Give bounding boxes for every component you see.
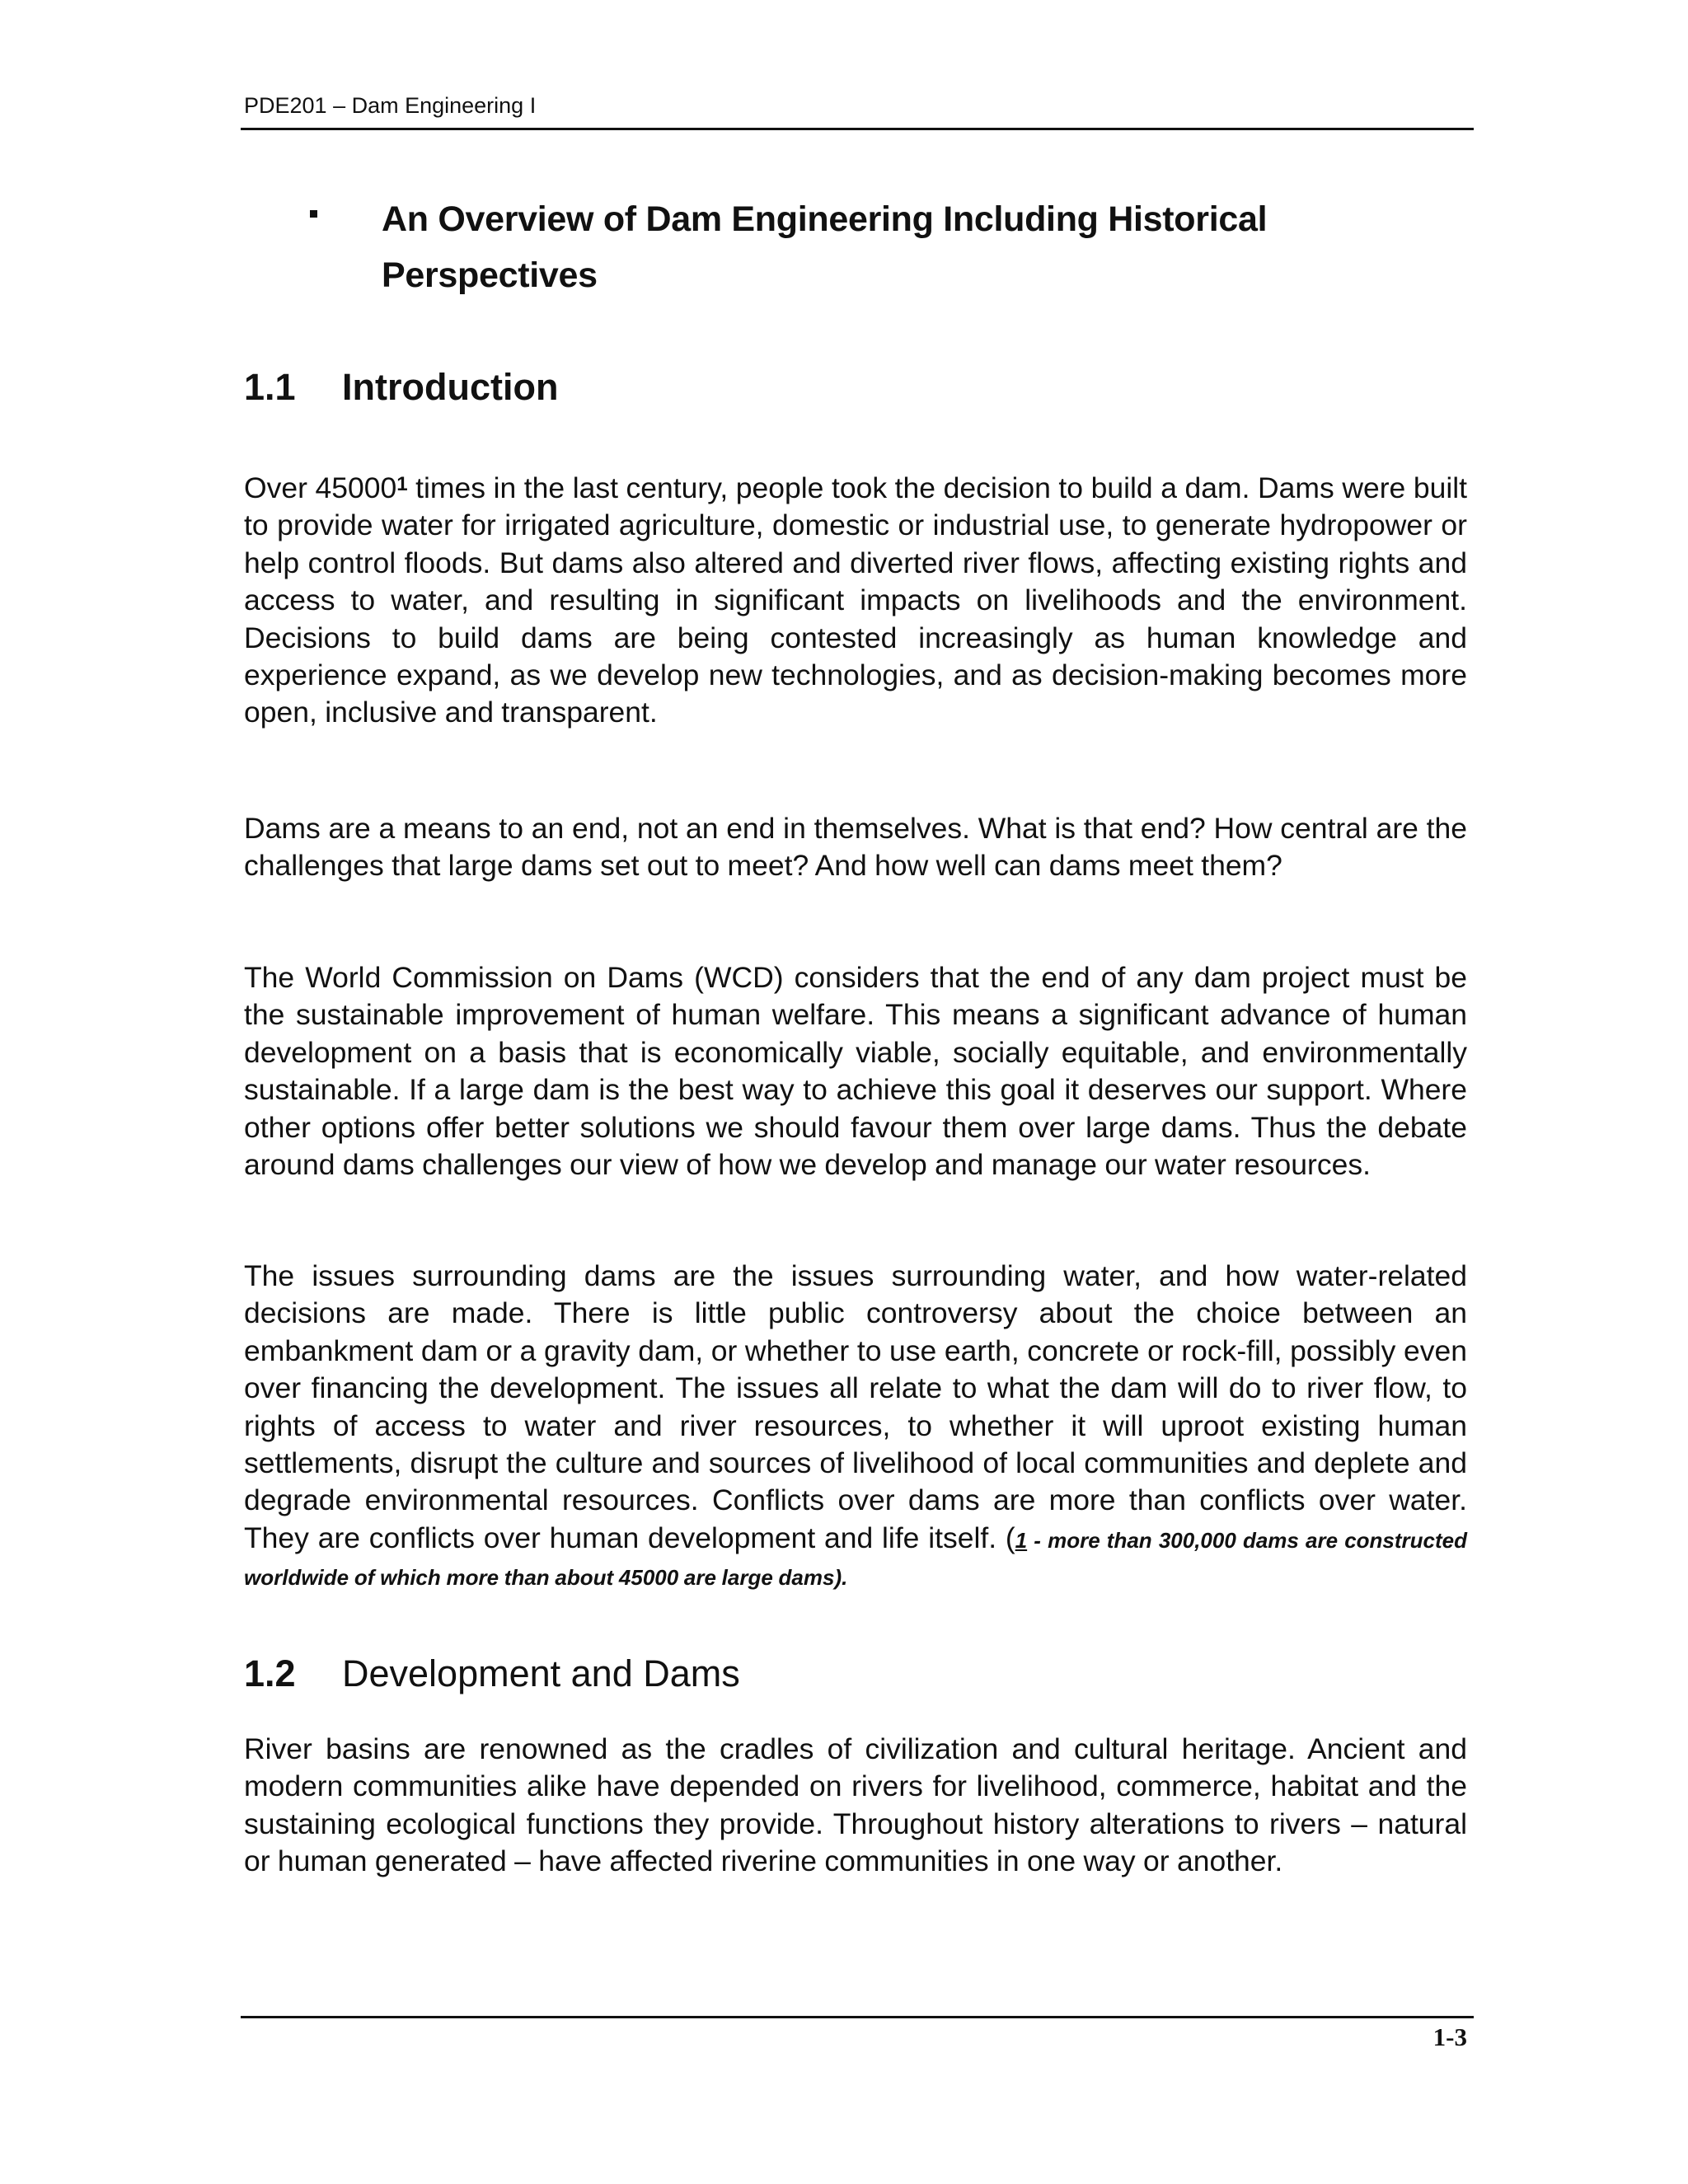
chapter-bullet-icon [310,210,317,218]
section-title: Introduction [342,366,559,408]
paragraph-text: times in the last century, people took the decision to build a dam. Dams were built to provide water for irrigated agriculture, domestic or industrial use, to generate hydropower or help control floods. But dams also altered and diverted river flows, affecting existing rights and access to water, and resulting in significant impacts on livelihoods and the environment. Decisions to build dams are being contested increasingly as human knowledge and experience expand, as we develop new technologies, and as decision-making becomes more open, inclusive and transparent. [244,471,1467,729]
paragraph-wcd: The World Commission on Dams (WCD) considers that the end of any dam project must be the sustainable improvement of human welfare. This means a significant advance of human development on a basis that is economically viable, socially equitable, and environmentally sustainable. If a large dam is the best way to achieve this goal it deserves our support. Where other options offer better solutions we should favour them over large dams. Thus the debate around dams challenges our view of how we develop and manage our water resources. [244,961,1467,1182]
section-title: Development and Dams [342,1652,740,1694]
paragraph-means-to-end: Dams are a means to an end, not an end in themselves. What is that end? How central are the challenges that large dams set out to meet? And how well can dams meet them? [244,812,1467,883]
paragraph-intro-dams-built [244,470,1467,732]
page-number: 1-3 [1432,2022,1467,2051]
header-divider [241,128,1474,130]
section-number: 1.2 [244,1652,296,1694]
paragraph-issues-surrounding-dams [244,1258,1467,1595]
footnote-text: - more than 300,000 dams are constructed worldwide of which more than about 45000 are large dams). [244,1527,1467,1591]
footnote-marker: 1 [1015,1527,1028,1553]
footer-divider [241,2016,1474,2018]
section-heading-introduction [244,364,558,410]
paragraph-text: The issues surrounding dams are the issues surrounding water, and how water-related decisions are made. There is little public controversy about the choice between an embankment dam or a gravity dam, or whether to use earth, concrete or rock-fill, possibly even over financing the development. The issues all relate to what the dam will do to river flow, to rights of access to water and river resources, to whether it will uproot existing human settlements, disrupt the culture and sources of livelihood of local communities and deplete and degrade environmental resources. Conflicts over dams are more than conflicts over water. They are conflicts over human development and life itself. ( [244,1259,1467,1554]
section-heading-development-and-dams [244,1651,740,1697]
page-header-course-title: PDE201 – Dam Engineering I [244,93,537,118]
section-number: 1.1 [244,366,296,408]
footnote-reference: 1 [396,473,408,495]
paragraph-text: Over 45000 [244,471,397,504]
paragraph-river-basins: River basins are renowned as the cradles of civilization and cultural heritage. Ancient and modern communities alike have depended on rivers for livelihood, commerce, habitat and the sustaining ecological functions they provide. Throughout history alterations to rivers – natural or human generated – have affected riverine communities in one way or another. [244,1732,1467,1878]
chapter-title: An Overview of Dam Engineering Including Historical Perspectives [382,199,1268,295]
